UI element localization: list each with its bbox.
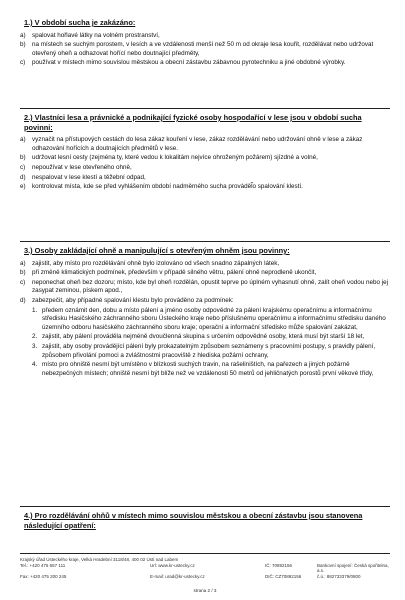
- section-heading: 4.) Pro rozdělávání ohňů v místech mimo souvislou městskou a obecní zástavbu jsou stanovena následující opatření:: [24, 511, 363, 530]
- sub-item-text: místo pro ohniště nesmí být umístěno v blízkosti suchých travin, na rašeliništích, na pařezech a jiných požárně nebezpečných místech; ohniště nesmí být blíže než ve vzdálenosti 50 metrů od jehličnatých porostů první věkové třídy,: [42, 361, 374, 377]
- footer-dic: DIČ: CZ70892156: [265, 573, 302, 579]
- item-text: nepoužívat v lese otevřeného ohně,: [32, 163, 132, 171]
- list-item: [20, 174, 390, 183]
- list-item: [20, 279, 390, 296]
- footer-ic: IČ: 70892156: [265, 562, 293, 568]
- item-text: neponechat oheň bez dozoru; místo, kde byl oheň rozdělán, opustit teprve po úplném vyhasnutí ohně, zalít oheň vodou nebo jej zasypat zeminou, pískem apod.,: [32, 278, 389, 295]
- item-letter: c): [20, 59, 26, 67]
- footer-account: č.ú.: 882733379/0800: [317, 573, 361, 579]
- item-text: zabezpečit, aby případné spalování klestu bylo prováděno za podmínek:: [32, 296, 234, 304]
- item-text: na místech se suchým porostem, v lesích a ve vzdálenosti menší než 50 m od okraje lesa kouřit, rozdělávat nebo udržovat otevřený oheň a odhazovat hořící nebo doutnající předměty,: [32, 41, 374, 57]
- item-text: spalovat hořlavé látky na volném prostranství,: [32, 31, 160, 39]
- section-heading: 3.) Osoby zakládající ohně a manipulující s otevřeným ohněm jsou povinny:: [24, 246, 290, 255]
- list-item: [20, 269, 390, 278]
- list-item: [20, 32, 390, 41]
- list-item: [20, 260, 390, 269]
- section-heading: 2.) Vlastníci lesa a právnické a podnikající fyzické osoby hospodařící v lese jsou v období sucha povinni:: [24, 113, 362, 132]
- sub-item-text: zajistit, aby pálení prováděla nejméně dvoučlenná skupina s určením odpovědné osoby, která musí být starší 18 let,: [42, 333, 365, 341]
- footer-contact-row: [20, 563, 390, 574]
- sub-list-item: [32, 343, 390, 360]
- page-footer: [20, 553, 390, 593]
- sub-item-number: 4.: [32, 361, 38, 369]
- list-item: [20, 136, 390, 153]
- item-letter: a): [20, 136, 26, 144]
- list-item: [20, 154, 390, 163]
- item-text: udržovat lesní cesty (zejména ty, které vedou k lokalitám nejvíce ohroženým požárem) sjízdné a volné,: [32, 154, 318, 162]
- item-letter: a): [20, 259, 26, 267]
- section-1: [20, 14, 390, 69]
- item-text: používat v místech mimo souvislou městskou a obecní zástavbu zábavnou pyrotechniku a jiné obdobné výrobky.: [32, 59, 346, 67]
- sub-list-item: [32, 361, 390, 378]
- item-letter: d): [20, 173, 26, 181]
- list-item: [20, 183, 390, 192]
- footer-bank: Bankovní spojení: Česká spořitelna, a.s.: [317, 562, 389, 574]
- section-heading: 1.) V období sucha je zakázáno:: [24, 18, 136, 27]
- footer-contact-row: [20, 574, 390, 580]
- sub-item-text: předem oznámit den, dobu a místo pálení a jméno osoby odpovědné za pálení krajskému operačnímu a informačnímu středisku Hasičského záchranného sboru Ústeckého kraje nebo příslušnému operačnímu a informačnímu středisku daného územního odboru hasičského záchranného sboru kraje; operační a informační středisko může spalování zakázat,: [42, 306, 386, 331]
- item-letter: e): [20, 183, 26, 191]
- list-item: [20, 297, 390, 306]
- footer-fax: Fax: +420 475 200 245: [20, 573, 67, 579]
- section-3: [20, 241, 390, 379]
- list-item: [20, 41, 390, 58]
- item-letter: c): [20, 163, 26, 171]
- section-2: [20, 108, 390, 193]
- item-letter: a): [20, 31, 26, 39]
- item-text: vyznačit na přístupových cestách do lesa zákaz kouření v lese, zákaz rozdělávání nebo udržování ohně v lese a zákaz odhazování hořících a doutnajících předmětů v lese.: [32, 136, 363, 152]
- footer-email: E-mail: urad@kr-ustecky.cz: [150, 573, 205, 579]
- list-item: [20, 164, 390, 173]
- item-text: při změně klimatických podmínek, především v případě silného větru, pálení ohně neprodleně ukončit,: [32, 269, 317, 277]
- footer-address: Krajský úřad Ústeckého kraje, Velká Hradební 3118/48, 400 02 Ústí nad Labem: [20, 557, 179, 562]
- item-letter: c): [20, 278, 26, 286]
- list-item: [20, 59, 390, 68]
- sub-list-item: [32, 307, 390, 333]
- sub-list-item: [32, 333, 390, 342]
- item-letter: b): [20, 154, 26, 162]
- item-letter: b): [20, 269, 26, 277]
- item-text: nespalovat v lese klestí a těžební odpad,: [32, 173, 146, 181]
- section-4: [20, 506, 390, 534]
- footer-url: Url: www.kr-ustecky.cz: [150, 562, 195, 568]
- page-number: strana 2 / 3: [193, 588, 217, 593]
- item-text: zajistit, aby místo pro rozdělávání ohně bylo izolováno od všech snadno zápalných látek,: [32, 259, 280, 267]
- item-letter: d): [20, 296, 26, 304]
- item-letter: b): [20, 41, 26, 49]
- sub-item-text: zajistit, aby osoby provádějící pálení byly prokazatelným způsobem seznámeny s pracovními postupy, s pravidly pálení, způsobem přivolání pomoci a zvláštnostmi pracoviště z hlediska požární ochrany,: [42, 342, 376, 359]
- footer-phone: Tel.: +420 475 657 111: [20, 562, 66, 568]
- sub-item-number: 1.: [32, 306, 38, 314]
- sub-item-number: 2.: [32, 333, 38, 341]
- sub-item-number: 3.: [32, 342, 38, 350]
- item-text: kontrolovat místa, kde se před vyhlášením období nadměrného sucha prováděl̃o spalování klestí.: [32, 183, 303, 191]
